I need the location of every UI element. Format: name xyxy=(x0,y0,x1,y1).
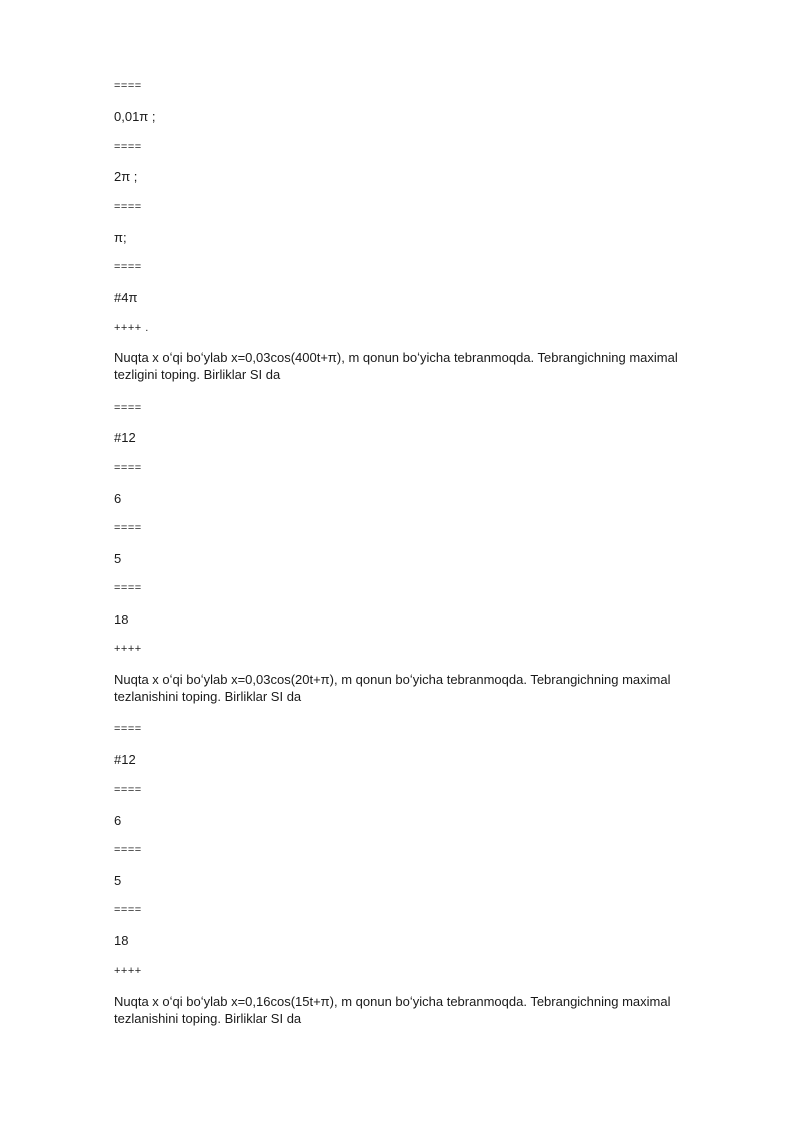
separator: ==== xyxy=(114,462,142,474)
separator: ==== xyxy=(114,723,142,735)
answer-option: 18 xyxy=(114,612,129,627)
separator: ==== xyxy=(114,582,142,594)
separator: ==== xyxy=(114,522,142,534)
answer-option-correct: #12 xyxy=(114,752,136,767)
answer-option: π; xyxy=(114,230,127,245)
answer-option: 5 xyxy=(114,873,122,888)
separator: ==== xyxy=(114,784,142,796)
answer-option: 6 xyxy=(114,813,122,828)
separator: ==== xyxy=(114,201,142,213)
separator: ==== xyxy=(114,844,142,856)
question-separator: ++++ xyxy=(114,965,142,977)
separator: ==== xyxy=(114,904,142,916)
answer-option: 2π ; xyxy=(114,169,138,184)
question-text: Nuqta x oʻqi boʻylab x=0,03cos(400t+π), m qonun boʻyicha tebranmoqda. Tebrangichning maximal tezligini toping. Birliklar SI da xyxy=(114,350,678,382)
separator: ==== xyxy=(114,141,142,153)
answer-option: 5 xyxy=(114,551,122,566)
answer-option-correct: #12 xyxy=(114,430,136,445)
answer-option: 0,01π ; xyxy=(114,109,156,124)
question-text: Nuqta x oʻqi boʻylab x=0,03cos(20t+π), m qonun boʻyicha tebranmoqda. Tebrangichning maximal tezlanishini toping. Birliklar SI da xyxy=(114,672,671,704)
answer-option-correct: #4π xyxy=(114,290,138,305)
separator: ==== xyxy=(114,261,142,273)
answer-option: 6 xyxy=(114,491,122,506)
separator: ==== xyxy=(114,402,142,414)
separator: ==== xyxy=(114,80,142,92)
question-text: Nuqta x oʻqi boʻylab x=0,16cos(15t+π), m qonun boʻyicha tebranmoqda. Tebrangichning maximal tezlanishini toping. Birliklar SI da xyxy=(114,994,671,1026)
answer-option: 18 xyxy=(114,933,129,948)
question-separator: ++++ xyxy=(114,643,142,655)
question-separator: ++++ . xyxy=(114,322,149,334)
